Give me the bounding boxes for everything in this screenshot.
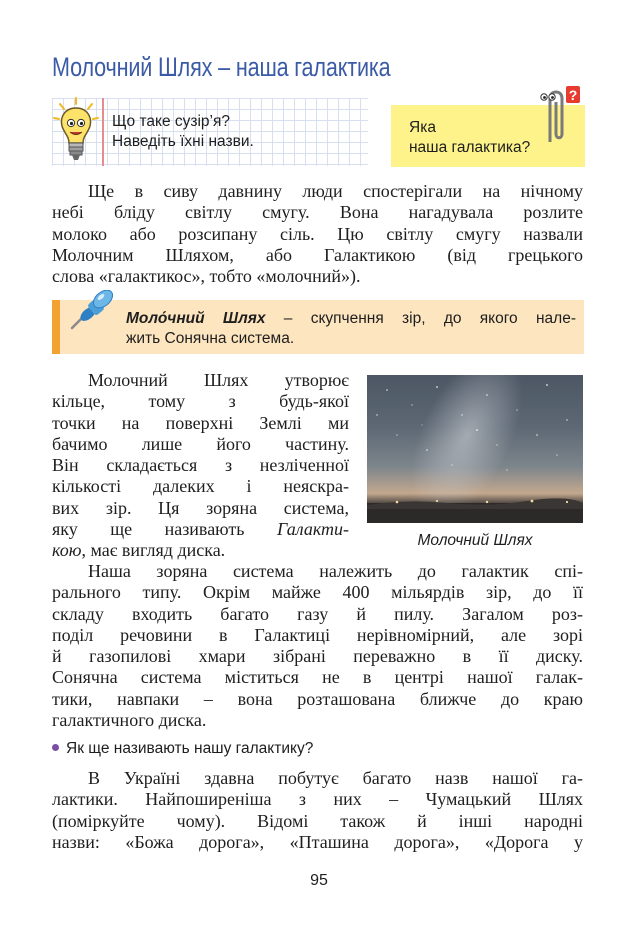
text-line: тики, навпаки – вона розташована ближче до краю — [52, 688, 583, 709]
definition-box — [52, 300, 584, 354]
paragraph-spiral — [52, 561, 583, 731]
text-line: небі бліду світлу смугу. Вона нагадувала розлите — [52, 202, 583, 223]
text-line: Сонячна система міститься не в центрі нашої галак- — [52, 667, 583, 688]
text-line: кількості далеких і неяскра- — [52, 476, 349, 497]
text-line: рального типу. Окрім майже 400 мільярдів зір, до її — [52, 582, 583, 603]
bullet-icon — [52, 744, 59, 751]
definition-term: Моло́чний Шлях — [126, 310, 266, 327]
text-line: поділ речовини в Галактиці нерівномірний, але зорі — [52, 624, 583, 645]
text-line: Ще в сиву давнину люди спостерігали на нічному — [88, 181, 583, 201]
paragraph-intro — [52, 181, 583, 287]
question-box — [52, 98, 368, 166]
text-line: кільце, тому з будь-якої — [52, 391, 349, 412]
text-line: слова «галактикос», тобто «молочний»). — [52, 266, 361, 287]
text-segment: яку ще називають — [52, 519, 277, 540]
question-text — [112, 112, 254, 152]
page-number: 95 — [310, 872, 328, 889]
margin-line — [102, 98, 104, 166]
text-line: точки на поверхні Землі ми — [52, 412, 349, 433]
paperclip-question-icon — [528, 84, 582, 144]
bullet-question — [52, 740, 313, 758]
text-line: Він складається з незліченної — [52, 455, 349, 476]
lightbulb-icon — [52, 96, 100, 166]
bullet-question-text: Як ще називають нашу галактику? — [66, 740, 314, 757]
page-title: Молочний Шлях – наша галактика — [52, 52, 391, 82]
paragraph-structure — [52, 370, 349, 562]
italic-term: Галакти- — [276, 519, 349, 540]
sticky-line: Яка — [409, 119, 436, 136]
text-line: Наша зоряна система належить до галактик спі- — [88, 561, 583, 581]
text-line: Молочним Шляхом, або Галактикою (від грецького — [52, 244, 583, 265]
sticky-line: наша галактика? — [409, 139, 531, 156]
text-line: (поміркуйте чому). Відомі також й інші народні — [52, 810, 583, 831]
text-line: Молочний Шлях утворює — [88, 370, 349, 390]
definition-line — [126, 309, 576, 329]
text-line: складу входить багато газу й пилу. Загалом роз- — [52, 603, 583, 624]
text-line: галактичного диска. — [52, 710, 207, 731]
milky-way-photo — [367, 375, 583, 523]
paragraph-names — [52, 768, 583, 853]
definition-text — [126, 309, 576, 349]
text-line — [52, 519, 349, 540]
text-line: В Україні здавна побутує багато назв нашої га- — [88, 768, 583, 788]
question-line: Що таке сузір’я? — [112, 113, 231, 130]
sticky-note-text — [409, 118, 530, 158]
pushpin-icon — [66, 290, 116, 332]
text-line: бачимо лише його частину. — [52, 433, 349, 454]
milky-way-image — [367, 375, 583, 523]
text-line: й газопилові хмари зібрані переважно в її диску. — [52, 646, 583, 667]
svg-text:?: ? — [568, 87, 578, 103]
text-line: лактики. Найпоширеніша з них – Чумацький Шлях — [52, 789, 583, 810]
photo-caption: Молочний Шлях — [417, 532, 533, 549]
definition-body: – скупчення зір, до якого нале- — [265, 310, 576, 327]
italic-term: кою — [52, 540, 82, 561]
text-line: назви: «Божа дорога», «Пташина дорога», «Дорога у — [52, 831, 583, 852]
text-line — [52, 540, 349, 561]
question-line: Наведіть їхні назви. — [112, 133, 254, 150]
text-line: вих зір. Ця зоряна система, — [52, 497, 349, 518]
definition-line: жить Сонячна система. — [126, 330, 295, 347]
text-segment: , має вигляд диска. — [81, 540, 226, 561]
text-line: молоко або розсипану сіль. Цю світлу смугу назвали — [52, 223, 583, 244]
